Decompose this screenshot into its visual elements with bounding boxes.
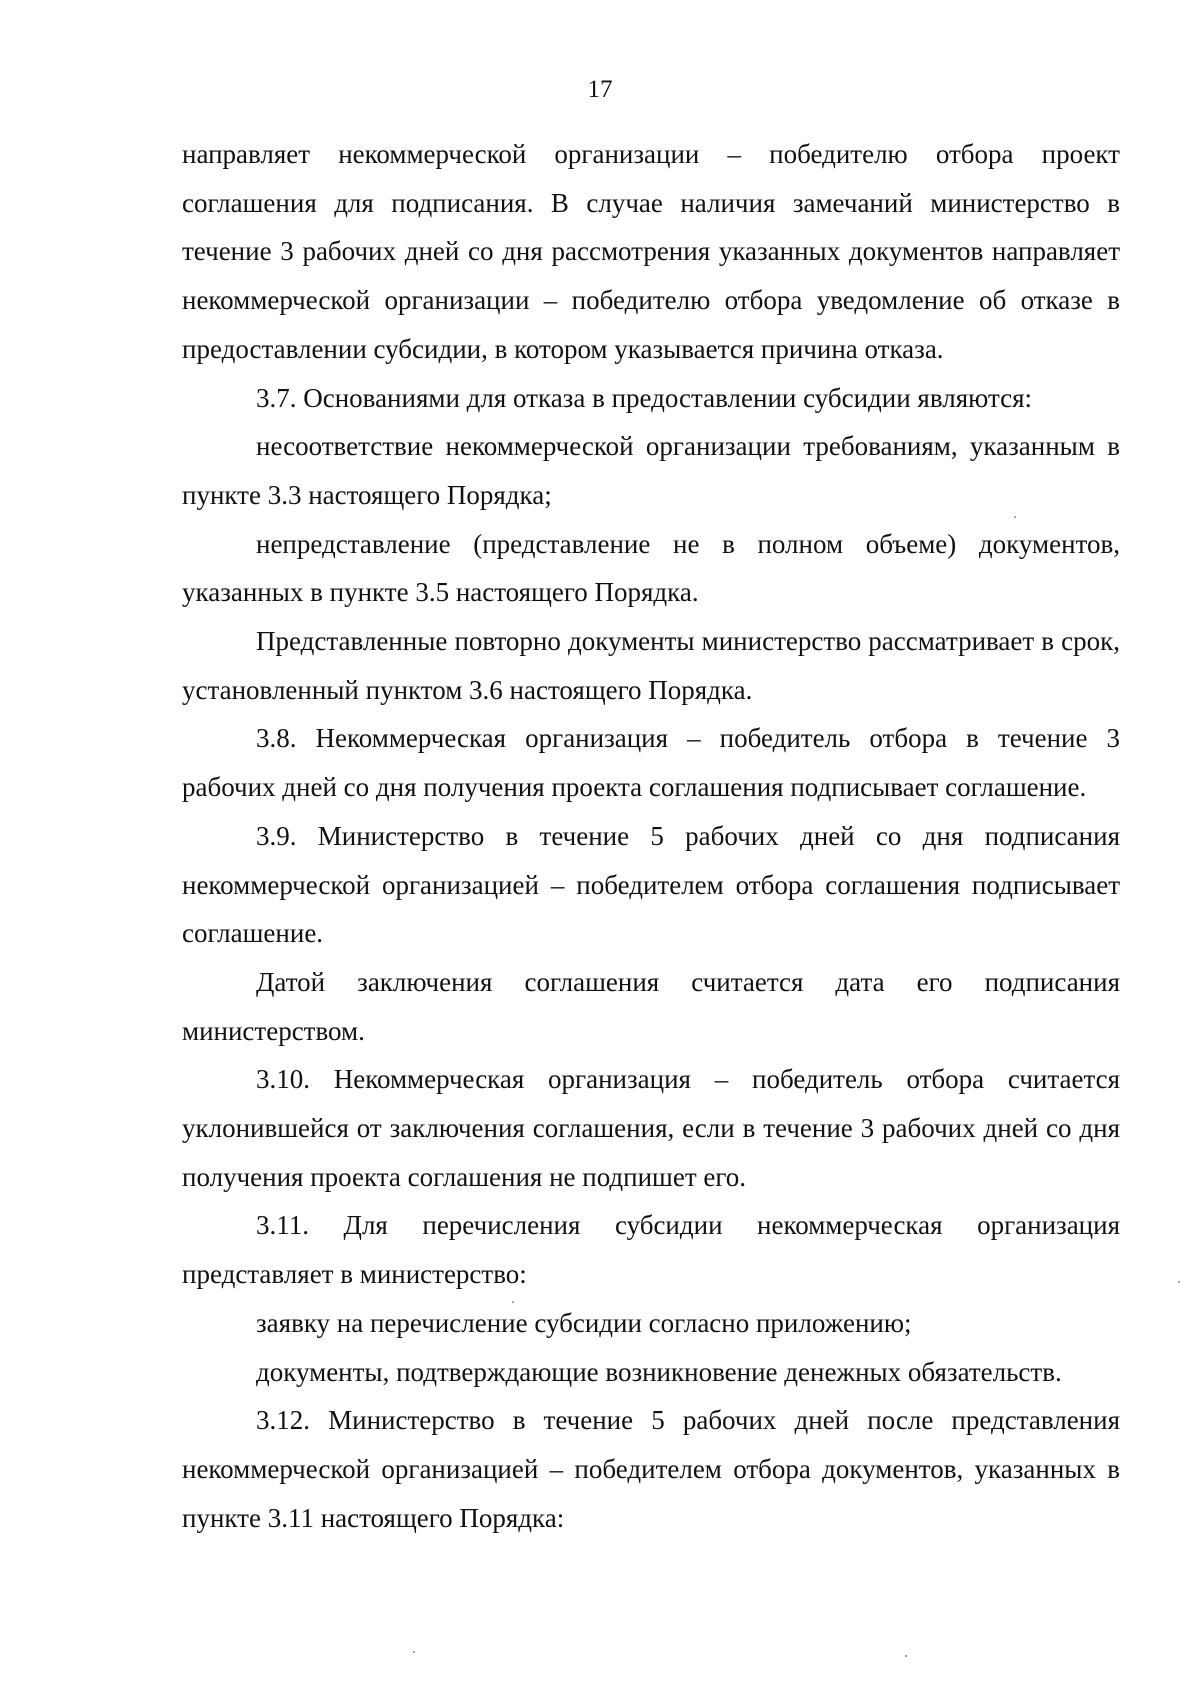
paragraph-resubmission: Представленные повторно документы министерство рассматривает в срок, установленный пунктом 3.6 настоящего Порядка. (182, 626, 1120, 705)
scan-speck (1178, 1281, 1180, 1283)
paragraph-ground-documents: непредставление (представление не в полном объеме) документов, указанных в пункте 3.5 настоящего Порядка. (182, 528, 1120, 608)
paragraph-3-8: 3.8. Некоммерческая организация – победитель отбора в течение 3 рабочих дней со дня получения проекта соглашения подписывает соглашение. (182, 723, 1120, 803)
page-number: 17 (587, 76, 613, 103)
paragraph-obligation-documents: документы, подтверждающие возникновение денежных обязательств. (256, 1356, 1062, 1387)
scan-speck (905, 1655, 907, 1657)
paragraph-conclusion-date: Датой заключения соглашения считается дата его подписания министерством. (182, 966, 1120, 1046)
paragraph-3-12: 3.12. Министерство в течение 5 рабочих дней после представления некоммерческой организацией – победителем отбора документов, указанных в пункте 3.11 настоящего Порядка: (182, 1405, 1120, 1533)
scan-speck (512, 1301, 514, 1303)
paragraph-application: заявку на перечисление субсидии согласно приложению; (256, 1307, 912, 1338)
paragraph-3-10: 3.10. Некоммерческая организация – победитель отбора считается уклонившейся от заключения соглашения, если в течение 3 рабочих дней со дня получения проекта соглашения не подпишет его. (182, 1064, 1120, 1192)
paragraph-continuation: направляет некоммерческой организации – победителю отбора проект соглашения для подписания. В случае наличия замечаний министерство в течение 3 рабочих дней со дня рассмотрения указанных документов направляет некоммерческой организации – победителю отбора уведомление об отказе в предоставлении субсидии, в котором указывается причина отказа. (182, 139, 1120, 364)
scan-speck (1014, 516, 1016, 518)
paragraph-ground-requirements: несоответствие некоммерческой организации требованиям, указанным в пункте 3.3 настоящего Порядка; (182, 431, 1120, 510)
scan-speck (413, 1651, 415, 1653)
paragraph-3-11: 3.11. Для перечисления субсидии некоммерческая организация представляет в министерство: (182, 1210, 1120, 1290)
paragraph-3-7: 3.7. Основаниями для отказа в предоставлении субсидии являются: (256, 382, 1032, 413)
paragraph-3-9: 3.9. Министерство в течение 5 рабочих дней со дня подписания некоммерческой организацией – победителем отбора соглашения подписывает соглашение. (182, 820, 1120, 949)
document-body (182, 130, 1120, 1542)
